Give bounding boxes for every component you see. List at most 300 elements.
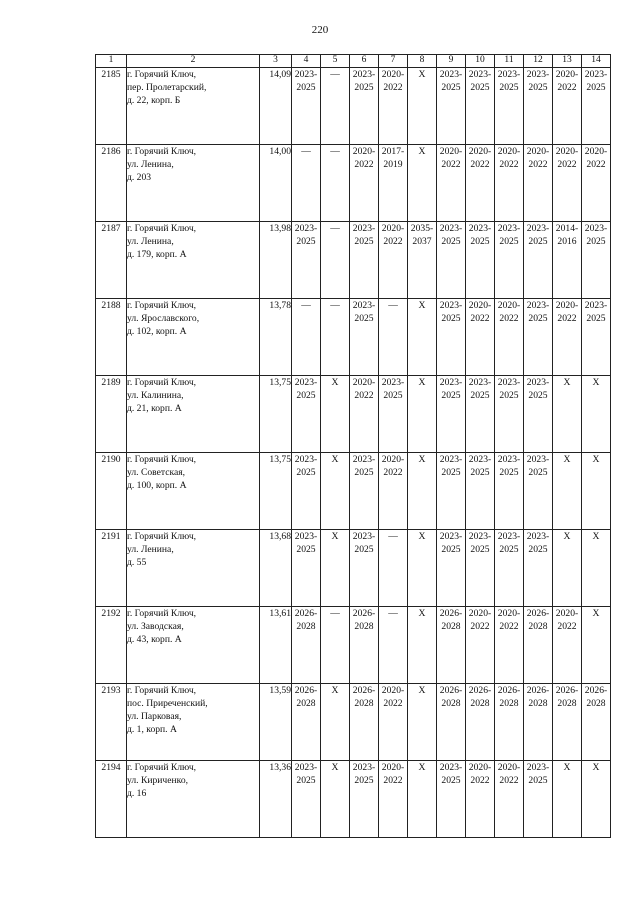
period-start: 2020- xyxy=(381,69,405,80)
period-cell: Х xyxy=(553,530,582,607)
column-header: 5 xyxy=(321,55,350,68)
address-line: д. 16 xyxy=(127,788,147,799)
period-start: 2020- xyxy=(381,223,405,234)
period-cell xyxy=(553,68,582,145)
period-end: 2022 xyxy=(586,159,606,170)
area-cell: 14,00 xyxy=(260,145,292,222)
period-start: 2020- xyxy=(468,300,492,311)
period-start: 2020- xyxy=(555,69,579,80)
period-start: 2023- xyxy=(294,377,318,388)
address-line: г. Горячий Ключ, xyxy=(127,608,197,619)
period-end: 2025 xyxy=(528,313,548,324)
period-cell xyxy=(582,684,611,761)
period-cell xyxy=(437,222,466,299)
column-header: 2 xyxy=(127,55,260,68)
period-cell: — xyxy=(321,299,350,376)
period-cell: Х xyxy=(582,453,611,530)
period-cell: — xyxy=(292,145,321,222)
period-cell: Х xyxy=(408,607,437,684)
period-cell xyxy=(350,68,379,145)
period-end: 2022 xyxy=(557,82,577,93)
period-cell: — xyxy=(321,607,350,684)
area-cell: 13,36 xyxy=(260,761,292,838)
period-start: 2020- xyxy=(468,762,492,773)
period-end: 2028 xyxy=(354,621,374,632)
period-cell xyxy=(466,145,495,222)
period-start: 2023- xyxy=(468,377,492,388)
period-cell: Х xyxy=(408,145,437,222)
period-end: 2025 xyxy=(354,236,374,247)
column-header: 4 xyxy=(292,55,321,68)
table-row xyxy=(96,684,611,761)
address-line: г. Горячий Ключ, xyxy=(127,685,197,696)
period-cell: Х xyxy=(408,453,437,530)
period-end: 2037 xyxy=(412,236,432,247)
address-line: д. 55 xyxy=(127,557,147,568)
period-start: 2026- xyxy=(294,685,318,696)
period-cell xyxy=(437,607,466,684)
period-cell xyxy=(466,453,495,530)
period-start: 2023- xyxy=(439,223,463,234)
period-cell xyxy=(466,222,495,299)
period-cell: Х xyxy=(321,684,350,761)
period-cell xyxy=(495,684,524,761)
period-start: 2023- xyxy=(439,762,463,773)
period-cell xyxy=(466,376,495,453)
column-header: 1 xyxy=(96,55,127,68)
row-number-cell: 2186 xyxy=(96,145,127,222)
period-start: 2026- xyxy=(352,685,376,696)
area-cell: 13,75 xyxy=(260,376,292,453)
period-cell: — xyxy=(321,222,350,299)
period-start: 2020- xyxy=(584,146,608,157)
period-start: 2020- xyxy=(381,762,405,773)
period-end: 2022 xyxy=(499,621,519,632)
period-cell xyxy=(379,145,408,222)
address-line: ул. Ярославского, xyxy=(127,313,200,324)
address-line: г. Горячий Ключ, xyxy=(127,762,197,773)
row-number-cell: 2194 xyxy=(96,761,127,838)
period-end: 2025 xyxy=(296,236,316,247)
table-row xyxy=(96,299,611,376)
period-cell xyxy=(553,607,582,684)
period-cell xyxy=(408,222,437,299)
period-cell xyxy=(350,376,379,453)
period-end: 2025 xyxy=(499,82,519,93)
address-line: г. Горячий Ключ, xyxy=(127,146,197,157)
period-cell: Х xyxy=(553,761,582,838)
row-number-cell: 2189 xyxy=(96,376,127,453)
period-end: 2022 xyxy=(354,159,374,170)
period-start: 2020- xyxy=(468,608,492,619)
period-start: 2026- xyxy=(555,685,579,696)
period-start: 2023- xyxy=(526,223,550,234)
area-cell: 14,09 xyxy=(260,68,292,145)
period-start: 2023- xyxy=(497,377,521,388)
column-header: 6 xyxy=(350,55,379,68)
period-start: 2026- xyxy=(294,608,318,619)
address-line: г. Горячий Ключ, xyxy=(127,300,197,311)
period-cell xyxy=(582,68,611,145)
period-start: 2023- xyxy=(584,69,608,80)
period-cell xyxy=(524,299,553,376)
period-end: 2025 xyxy=(528,467,548,478)
period-end: 2025 xyxy=(383,390,403,401)
period-start: 2020- xyxy=(497,300,521,311)
period-start: 2023- xyxy=(497,531,521,542)
period-start: 2035- xyxy=(410,223,434,234)
period-cell xyxy=(553,299,582,376)
period-start: 2023- xyxy=(294,762,318,773)
period-cell: Х xyxy=(582,761,611,838)
period-start: 2023- xyxy=(352,223,376,234)
period-end: 2025 xyxy=(528,544,548,555)
period-cell xyxy=(350,684,379,761)
period-end: 2022 xyxy=(470,775,490,786)
period-start: 2023- xyxy=(439,531,463,542)
period-cell: Х xyxy=(408,376,437,453)
address-cell xyxy=(127,607,260,684)
period-cell: Х xyxy=(408,761,437,838)
period-start: 2014- xyxy=(555,223,579,234)
column-header: 7 xyxy=(379,55,408,68)
period-end: 2025 xyxy=(296,775,316,786)
period-cell xyxy=(437,145,466,222)
table-row xyxy=(96,761,611,838)
period-cell xyxy=(379,684,408,761)
period-start: 2023- xyxy=(294,531,318,542)
period-cell xyxy=(553,222,582,299)
period-start: 2023- xyxy=(584,223,608,234)
period-end: 2025 xyxy=(528,82,548,93)
address-line: пер. Пролетарский, xyxy=(127,82,207,93)
period-start: 2026- xyxy=(526,685,550,696)
period-end: 2025 xyxy=(528,390,548,401)
row-number-cell: 2193 xyxy=(96,684,127,761)
address-cell xyxy=(127,376,260,453)
area-cell: 13,78 xyxy=(260,299,292,376)
period-end: 2025 xyxy=(296,467,316,478)
period-start: 2023- xyxy=(468,531,492,542)
period-cell xyxy=(524,68,553,145)
period-cell xyxy=(292,222,321,299)
period-start: 2026- xyxy=(584,685,608,696)
period-start: 2023- xyxy=(352,69,376,80)
address-line: ул. Парковая, xyxy=(127,711,182,722)
period-cell xyxy=(379,761,408,838)
period-start: 2023- xyxy=(352,531,376,542)
period-end: 2025 xyxy=(441,775,461,786)
period-end: 2028 xyxy=(528,698,548,709)
period-end: 2025 xyxy=(441,467,461,478)
period-end: 2025 xyxy=(441,544,461,555)
area-cell: 13,68 xyxy=(260,530,292,607)
period-cell xyxy=(495,453,524,530)
period-end: 2025 xyxy=(296,390,316,401)
address-cell xyxy=(127,761,260,838)
period-cell xyxy=(379,453,408,530)
period-end: 2028 xyxy=(441,698,461,709)
period-end: 2025 xyxy=(441,82,461,93)
row-number-cell: 2192 xyxy=(96,607,127,684)
period-end: 2025 xyxy=(470,544,490,555)
period-end: 2025 xyxy=(354,775,374,786)
address-line: г. Горячий Ключ, xyxy=(127,69,197,80)
address-cell xyxy=(127,68,260,145)
period-cell xyxy=(292,607,321,684)
period-end: 2022 xyxy=(383,467,403,478)
period-cell xyxy=(437,68,466,145)
address-line: г. Горячий Ключ, xyxy=(127,223,197,234)
period-cell xyxy=(495,761,524,838)
period-cell xyxy=(292,761,321,838)
period-end: 2022 xyxy=(383,775,403,786)
period-start: 2023- xyxy=(497,454,521,465)
period-start: 2020- xyxy=(439,146,463,157)
address-line: д. 21, корп. А xyxy=(127,403,182,414)
period-cell xyxy=(437,530,466,607)
address-line: г. Горячий Ключ, xyxy=(127,531,197,542)
registry-table xyxy=(95,54,611,838)
period-cell xyxy=(379,68,408,145)
period-cell: Х xyxy=(582,607,611,684)
period-cell xyxy=(495,376,524,453)
period-start: 2020- xyxy=(497,608,521,619)
period-cell: Х xyxy=(582,376,611,453)
area-cell: 13,75 xyxy=(260,453,292,530)
period-start: 2023- xyxy=(526,762,550,773)
table-row xyxy=(96,607,611,684)
period-end: 2028 xyxy=(296,698,316,709)
period-start: 2026- xyxy=(352,608,376,619)
period-start: 2026- xyxy=(439,685,463,696)
period-end: 2025 xyxy=(499,544,519,555)
period-end: 2028 xyxy=(354,698,374,709)
period-cell xyxy=(495,68,524,145)
period-cell xyxy=(495,299,524,376)
address-line: д. 179, корп. А xyxy=(127,249,187,260)
period-start: 2020- xyxy=(468,146,492,157)
period-end: 2016 xyxy=(557,236,577,247)
period-end: 2028 xyxy=(470,698,490,709)
period-cell xyxy=(350,607,379,684)
period-cell: Х xyxy=(321,761,350,838)
period-start: 2026- xyxy=(526,608,550,619)
period-end: 2025 xyxy=(441,236,461,247)
period-end: 2025 xyxy=(441,313,461,324)
address-cell xyxy=(127,453,260,530)
address-line: ул. Советская, xyxy=(127,467,186,478)
period-end: 2025 xyxy=(354,82,374,93)
period-cell xyxy=(350,761,379,838)
period-cell xyxy=(466,761,495,838)
period-cell: Х xyxy=(553,376,582,453)
period-start: 2023- xyxy=(497,69,521,80)
period-cell xyxy=(466,684,495,761)
address-line: г. Горячий Ключ, xyxy=(127,454,197,465)
row-number-cell: 2191 xyxy=(96,530,127,607)
period-start: 2020- xyxy=(497,762,521,773)
period-end: 2022 xyxy=(499,775,519,786)
period-cell xyxy=(437,453,466,530)
table-row xyxy=(96,530,611,607)
address-line: ул. Кириченко, xyxy=(127,775,189,786)
period-cell xyxy=(350,222,379,299)
period-start: 2023- xyxy=(439,454,463,465)
period-cell xyxy=(350,453,379,530)
period-cell xyxy=(524,761,553,838)
period-cell xyxy=(524,530,553,607)
period-cell: — xyxy=(379,607,408,684)
period-end: 2022 xyxy=(383,236,403,247)
column-header: 11 xyxy=(495,55,524,68)
period-cell xyxy=(495,607,524,684)
area-cell: 13,98 xyxy=(260,222,292,299)
period-cell xyxy=(292,376,321,453)
address-line: д. 102, корп. А xyxy=(127,326,187,337)
period-start: 2023- xyxy=(294,223,318,234)
period-cell xyxy=(292,453,321,530)
period-start: 2023- xyxy=(468,454,492,465)
period-end: 2025 xyxy=(499,236,519,247)
period-start: 2023- xyxy=(526,300,550,311)
address-cell xyxy=(127,299,260,376)
period-end: 2025 xyxy=(470,390,490,401)
period-start: 2020- xyxy=(381,685,405,696)
period-cell: — xyxy=(379,299,408,376)
period-cell xyxy=(466,299,495,376)
address-line: ул. Заводская, xyxy=(127,621,184,632)
period-end: 2028 xyxy=(296,621,316,632)
period-end: 2025 xyxy=(470,236,490,247)
period-start: 2017- xyxy=(381,146,405,157)
period-start: 2023- xyxy=(352,454,376,465)
address-line: д. 22, корп. Б xyxy=(127,95,181,106)
table-row xyxy=(96,222,611,299)
address-cell xyxy=(127,222,260,299)
period-end: 2025 xyxy=(354,544,374,555)
period-cell xyxy=(553,684,582,761)
period-start: 2023- xyxy=(439,300,463,311)
column-header: 10 xyxy=(466,55,495,68)
address-line: ул. Ленина, xyxy=(127,544,174,555)
address-line: ул. Ленина, xyxy=(127,236,174,247)
period-start: 2023- xyxy=(381,377,405,388)
period-cell: Х xyxy=(553,453,582,530)
period-end: 2025 xyxy=(586,82,606,93)
table-row xyxy=(96,68,611,145)
period-end: 2025 xyxy=(528,775,548,786)
table-body xyxy=(96,68,611,838)
period-end: 2022 xyxy=(383,82,403,93)
period-cell xyxy=(350,145,379,222)
period-end: 2028 xyxy=(528,621,548,632)
period-start: 2023- xyxy=(439,69,463,80)
area-cell: 13,59 xyxy=(260,684,292,761)
period-cell xyxy=(379,222,408,299)
period-cell xyxy=(437,376,466,453)
period-start: 2023- xyxy=(526,377,550,388)
column-number-row xyxy=(96,55,611,68)
address-line: ул. Ленина, xyxy=(127,159,174,170)
period-start: 2023- xyxy=(352,762,376,773)
period-end: 2022 xyxy=(383,698,403,709)
period-start: 2023- xyxy=(497,223,521,234)
period-end: 2028 xyxy=(499,698,519,709)
period-cell: — xyxy=(379,530,408,607)
period-end: 2022 xyxy=(557,313,577,324)
period-start: 2020- xyxy=(381,454,405,465)
period-end: 2028 xyxy=(441,621,461,632)
period-cell: Х xyxy=(321,453,350,530)
address-line: д. 203 xyxy=(127,172,152,183)
period-start: 2020- xyxy=(555,300,579,311)
period-cell: Х xyxy=(582,530,611,607)
column-header: 14 xyxy=(582,55,611,68)
period-end: 2022 xyxy=(499,313,519,324)
period-cell xyxy=(292,530,321,607)
period-cell xyxy=(524,607,553,684)
address-line: д. 100, корп. А xyxy=(127,480,187,491)
period-end: 2025 xyxy=(354,467,374,478)
period-cell xyxy=(495,530,524,607)
period-cell xyxy=(437,299,466,376)
period-end: 2025 xyxy=(470,82,490,93)
row-number-cell: 2188 xyxy=(96,299,127,376)
column-header: 13 xyxy=(553,55,582,68)
period-start: 2020- xyxy=(555,146,579,157)
row-number-cell: 2190 xyxy=(96,453,127,530)
period-end: 2019 xyxy=(383,159,403,170)
area-cell: 13,61 xyxy=(260,607,292,684)
period-end: 2028 xyxy=(586,698,606,709)
period-end: 2025 xyxy=(528,236,548,247)
table-row xyxy=(96,453,611,530)
period-cell xyxy=(350,530,379,607)
period-end: 2022 xyxy=(557,621,577,632)
period-start: 2023- xyxy=(468,69,492,80)
address-line: г. Горячий Ключ, xyxy=(127,377,197,388)
period-start: 2023- xyxy=(294,69,318,80)
address-line: д. 43, корп. А xyxy=(127,634,182,645)
address-line: ул. Калинина, xyxy=(127,390,184,401)
period-start: 2020- xyxy=(526,146,550,157)
page-number: 220 xyxy=(311,24,329,36)
period-cell xyxy=(582,299,611,376)
period-end: 2025 xyxy=(296,82,316,93)
period-end: 2022 xyxy=(470,313,490,324)
period-cell xyxy=(437,761,466,838)
period-end: 2025 xyxy=(470,467,490,478)
period-cell xyxy=(466,68,495,145)
period-start: 2023- xyxy=(439,377,463,388)
period-cell xyxy=(350,299,379,376)
period-end: 2022 xyxy=(441,159,461,170)
row-number-cell: 2185 xyxy=(96,68,127,145)
period-start: 2020- xyxy=(497,146,521,157)
table-row xyxy=(96,376,611,453)
period-start: 2023- xyxy=(526,531,550,542)
period-cell xyxy=(495,222,524,299)
period-cell: Х xyxy=(321,376,350,453)
period-cell: Х xyxy=(408,299,437,376)
period-cell xyxy=(524,453,553,530)
address-line: д. 1, корп. А xyxy=(127,724,177,735)
period-end: 2025 xyxy=(586,313,606,324)
period-end: 2022 xyxy=(499,159,519,170)
column-header: 3 xyxy=(260,55,292,68)
period-cell xyxy=(582,222,611,299)
